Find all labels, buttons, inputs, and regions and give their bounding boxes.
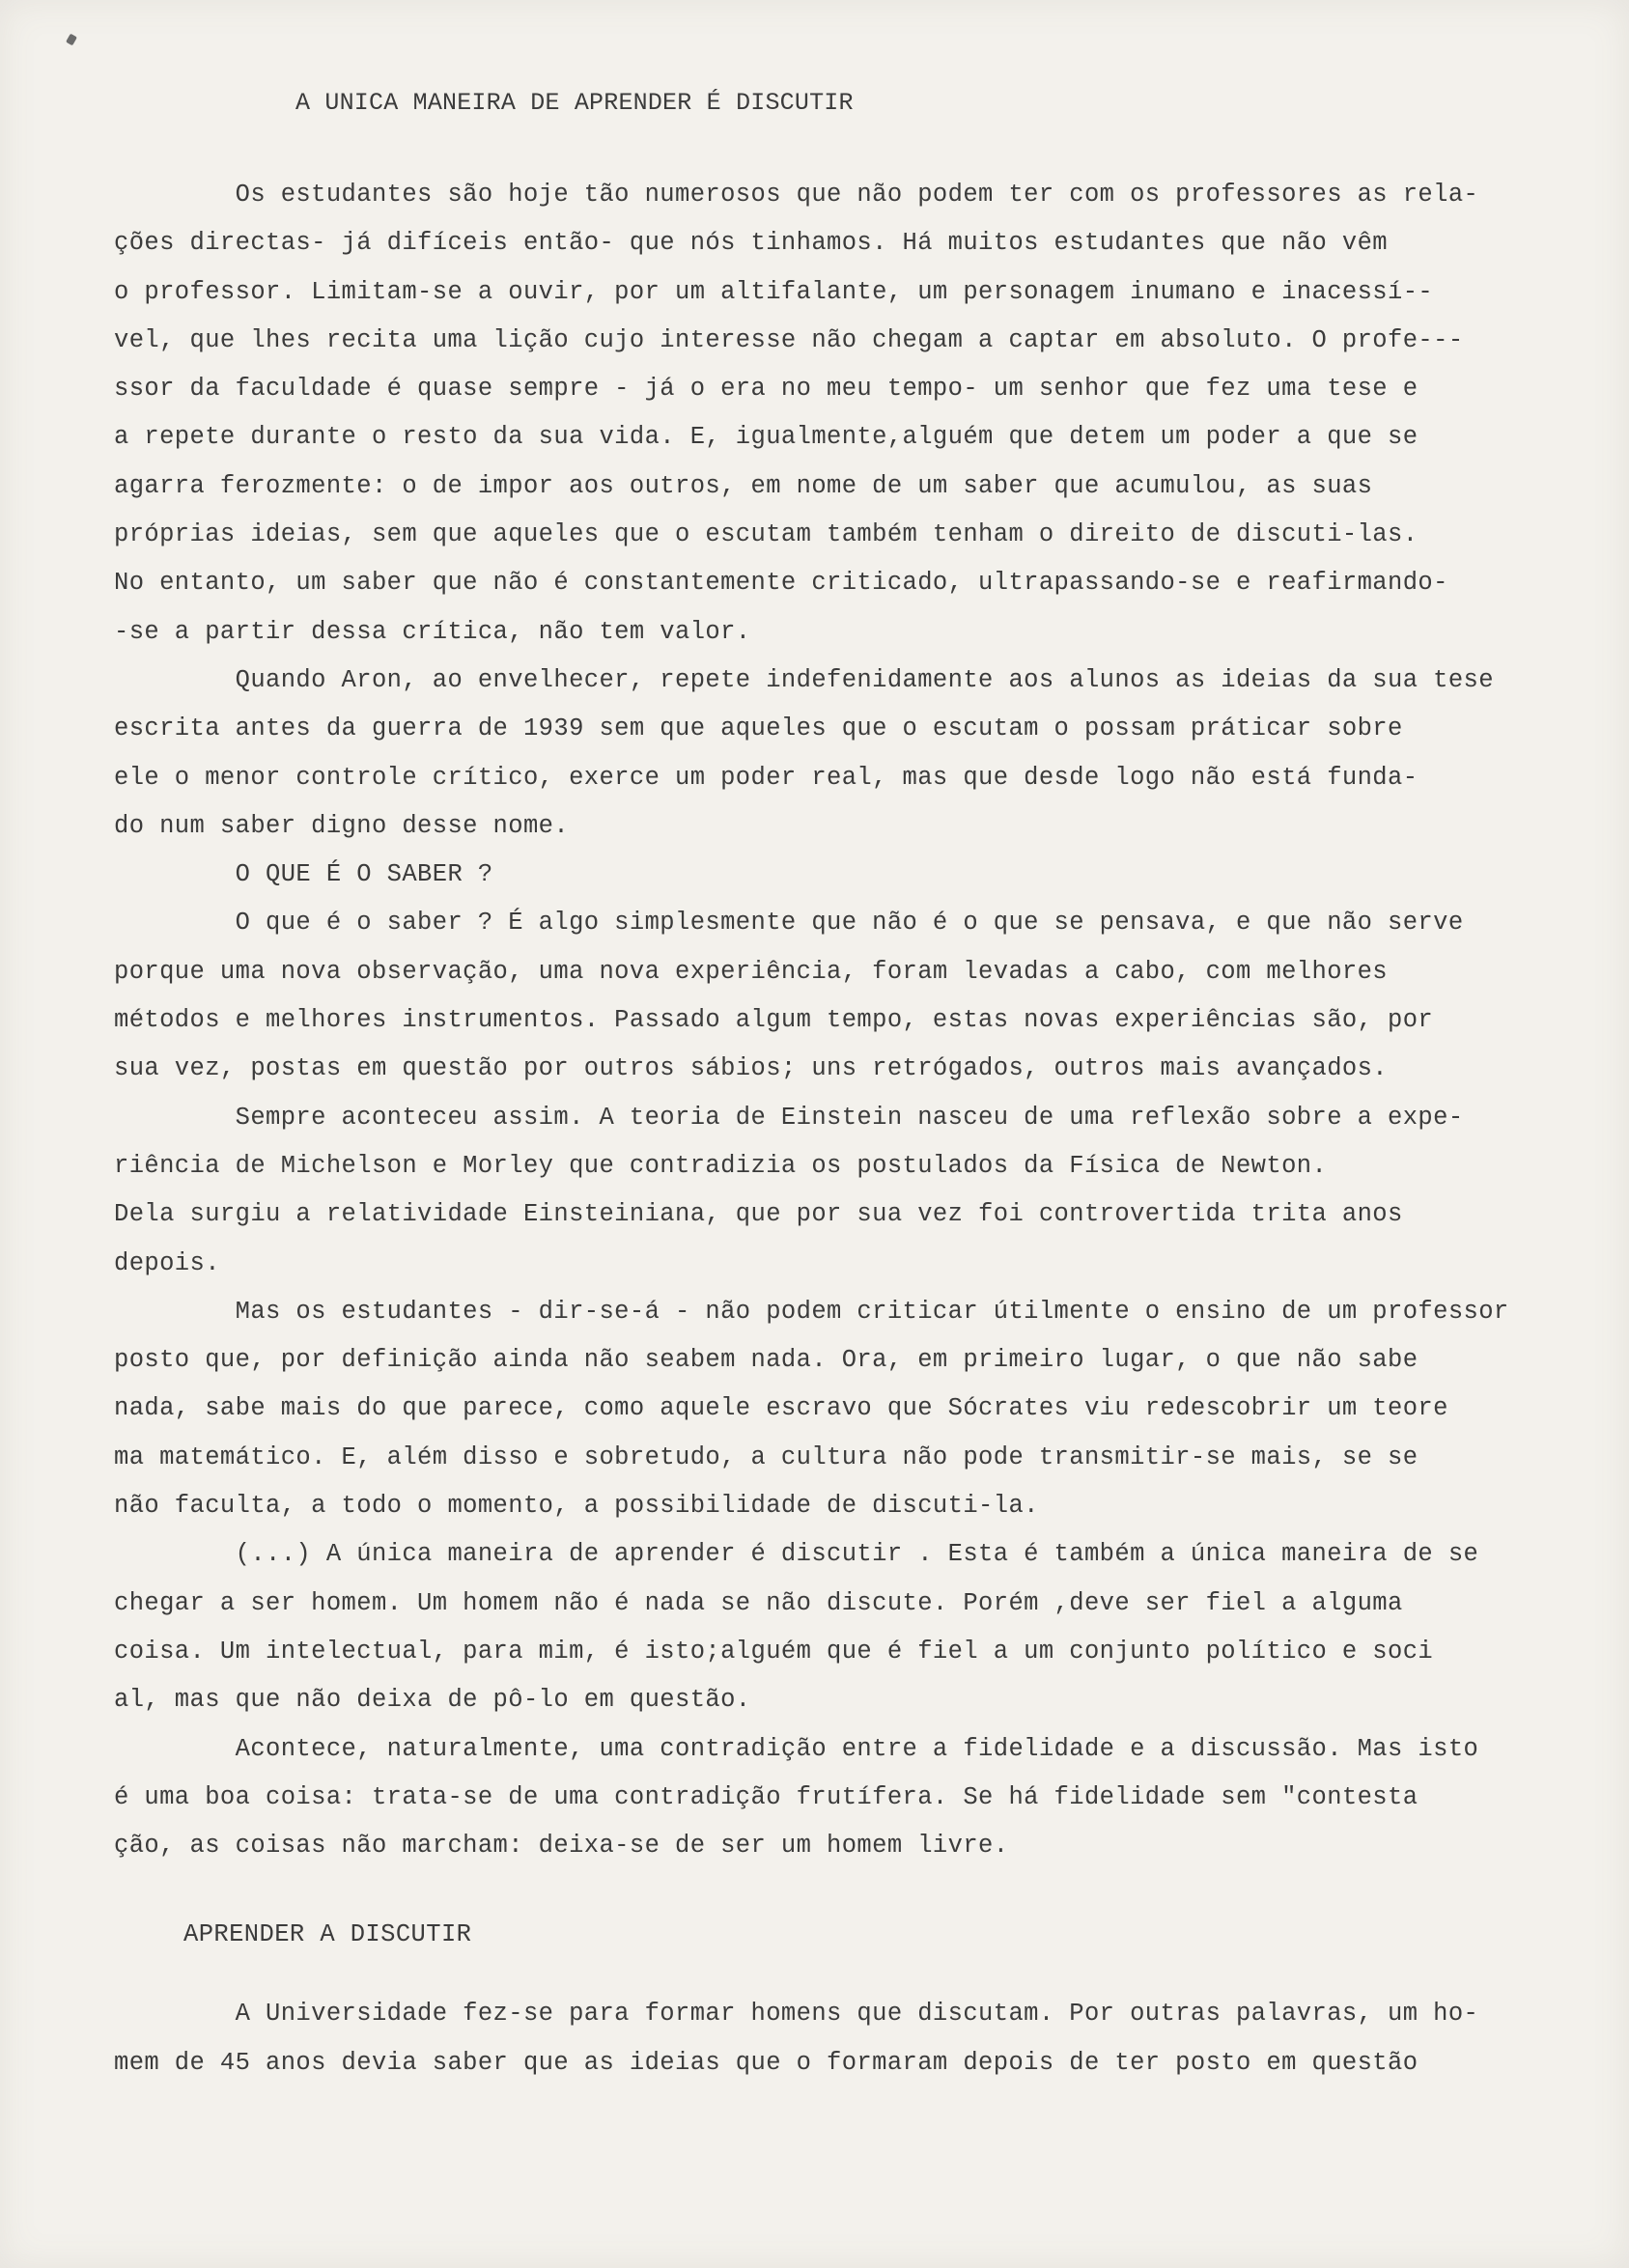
section-gap-small bbox=[114, 1959, 1553, 1990]
text-line: porque uma nova observação, uma nova experiência, foram levadas a cabo, com melhores bbox=[114, 957, 1389, 986]
section-heading: APRENDER A DISCUTIR bbox=[183, 1920, 472, 1949]
text-line: al, mas que não deixa de pô-lo em questão. bbox=[114, 1686, 751, 1715]
text-line: (...) A única maneira de aprender é discutir . Esta é também a única maneira de se bbox=[114, 1540, 1479, 1569]
text-line: Os estudantes são hoje tão numerosos que não podem ter com os professores as rela- bbox=[114, 181, 1479, 209]
document-title: A UNICA MANEIRA DE APRENDER É DISCUTIR bbox=[295, 89, 854, 117]
text-line: Quando Aron, ao envelhecer, repete indefenidamente aos alunos as ideias da sua tese bbox=[114, 665, 1494, 694]
text-line: Acontece, naturalmente, uma contradição entre a fidelidade e a discussão. Mas isto bbox=[114, 1734, 1479, 1763]
text-line: Sempre aconteceu assim. A teoria de Einstein nasceu de uma reflexão sobre a expe- bbox=[114, 1103, 1464, 1132]
section-gap bbox=[114, 1870, 1553, 1911]
document-body bbox=[114, 89, 1553, 2087]
paper-mark bbox=[66, 34, 77, 46]
text-line: -se a partir dessa crítica, não tem valor. bbox=[114, 617, 751, 646]
text-line: sua vez, postas em questão por outros sábios; uns retrógados, outros mais avançados. bbox=[114, 1054, 1389, 1083]
text-line: nada, sabe mais do que parece, como aquele escravo que Sócrates viu redescobrir um teore bbox=[114, 1394, 1448, 1423]
text-line: A Universidade fez-se para formar homens que discutam. Por outras palavras, um ho- bbox=[114, 2000, 1479, 2029]
body-text bbox=[114, 171, 1553, 1870]
text-line: posto que, por definição ainda não seabem nada. Ora, em primeiro lugar, o que não sabe bbox=[114, 1346, 1418, 1375]
text-line: riência de Michelson e Morley que contradizia os postulados da Física de Newton. bbox=[114, 1151, 1328, 1180]
text-line: ções directas- já difíceis então- que nós tinhamos. Há muitos estudantes que não vêm bbox=[114, 229, 1389, 258]
text-line: escrita antes da guerra de 1939 sem que aqueles que o escutam o possam práticar sobre bbox=[114, 714, 1403, 743]
text-line: No entanto, um saber que não é constantemente criticado, ultrapassando-se e reafirmando- bbox=[114, 569, 1448, 598]
text-line: O QUE É O SABER ? bbox=[114, 860, 493, 889]
text-line: O que é o saber ? É algo simplesmente que não é o que se pensava, e que não serve bbox=[114, 909, 1464, 938]
text-line: mem de 45 anos devia saber que as ideias que o formaram depois de ter posto em questão bbox=[114, 2048, 1418, 2077]
text-line: Dela surgiu a relatividade Einsteiniana, que por sua vez foi controvertida trita anos bbox=[114, 1200, 1403, 1229]
text-line: ele o menor controle crítico, exerce um poder real, mas que desde logo não está funda- bbox=[114, 763, 1418, 792]
text-line: o professor. Limitam-se a ouvir, por um altifalante, um personagem inumano e inacessí-- bbox=[114, 277, 1434, 306]
text-line: depois. bbox=[114, 1248, 220, 1277]
text-line: não faculta, a todo o momento, a possibilidade de discuti-la. bbox=[114, 1492, 1039, 1521]
text-line: ção, as coisas não marcham: deixa-se de ser um homem livre. bbox=[114, 1832, 1009, 1861]
text-line: Mas os estudantes - dir-se-á - não podem criticar útilmente o ensino de um professor bbox=[114, 1297, 1509, 1326]
text-line: agarra ferozmente: o de impor aos outros, em nome de um saber que acumulou, as suas bbox=[114, 471, 1373, 500]
text-line: chegar a ser homem. Um homem não é nada se não discute. Porém ,deve ser fiel a alguma bbox=[114, 1588, 1403, 1617]
text-line: do num saber digno desse nome. bbox=[114, 811, 570, 840]
text-line: ssor da faculdade é quase sempre - já o era no meu tempo- um senhor que fez uma tese e bbox=[114, 375, 1418, 404]
text-line: métodos e melhores instrumentos. Passado algum tempo, estas novas experiências são, por bbox=[114, 1006, 1434, 1035]
text-line: próprias ideias, sem que aqueles que o escutam também tenham o direito de discuti-las. bbox=[114, 520, 1418, 549]
text-line: a repete durante o resto da sua vida. E, igualmente,alguém que detem um poder a que se bbox=[114, 423, 1418, 452]
text-line: vel, que lhes recita uma lição cujo interesse não chegam a captar em absoluto. O profe--- bbox=[114, 325, 1464, 354]
text-line: é uma boa coisa: trata-se de uma contradição frutífera. Se há fidelidade sem "contesta bbox=[114, 1782, 1418, 1811]
text-line: coisa. Um intelectual, para mim, é isto;alguém que é fiel a um conjunto político e soci bbox=[114, 1637, 1434, 1666]
text-line: ma matemático. E, além disso e sobretudo, a cultura não pode transmitir-se mais, se se bbox=[114, 1442, 1418, 1471]
final-text bbox=[114, 1990, 1553, 2087]
